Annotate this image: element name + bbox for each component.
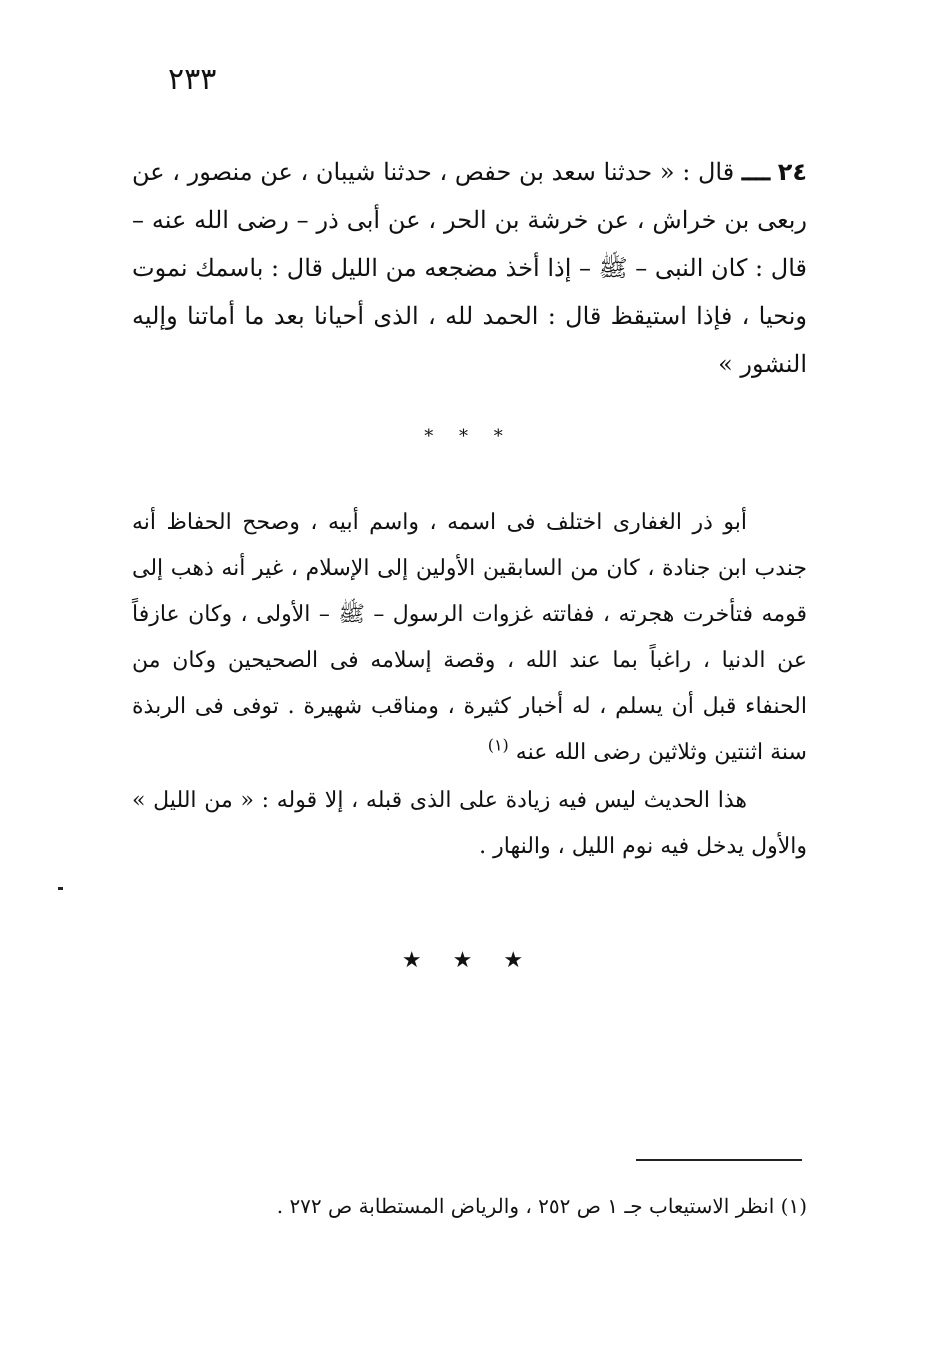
commentary-paragraph bbox=[132, 778, 807, 870]
hadith-text: قال : « حدثنا سعد بن حفص ، حدثنا شيبان ، عن منصور ، عن ربعى بن خراش ، عن خرشة بن الحر ، عن أبى ذر – رضى الله عنه – قال : كان النبى – ﷺ – إذا أخذ مضجعه من الليل قال : باسمك نموت ونحيا ، فإذا استيقظ قال : الحمد لله ، الذى أحيانا بعد ما أماتنا وإليه النشور » bbox=[132, 158, 807, 378]
hadith-paragraph bbox=[132, 148, 807, 388]
page-number: ٢٣٣ bbox=[168, 62, 217, 97]
margin-mark bbox=[58, 887, 63, 890]
footnote: (١) انظر الاستيعاب جـ ١ ص ٢٥٢ ، والرياض المستطابة ص ٢٧٢ . bbox=[276, 1194, 807, 1218]
footnote-reference: (١) bbox=[487, 735, 509, 755]
biography-text: أبو ذر الغفارى اختلف فى اسمه ، واسم أبيه ، وصحح الحفاظ أنه جندب ابن جنادة ، كان من السابقين الأولين إلى الإسلام ، غير أنه ذهب إلى قومه فتأخرت هجرته ، ففاتته غزوات الرسول – ﷺ – الأولى ، وكان عازفاً عن الدنيا ، راغباً بما عند الله ، وقصة إسلامه فى الصحيحين وكان من الحنفاء قبل أن يسلم ، له أخبار كثيرة ، ومناقب شهيرة . توفى فى الربذة سنة اثنتين وثلاثين رضى الله عنه bbox=[132, 510, 807, 765]
section-separator-stars: ★ ★ ★ bbox=[401, 948, 536, 973]
section-separator-asterisks: * * * bbox=[424, 426, 513, 447]
biography-paragraph bbox=[132, 500, 807, 776]
footnote-divider bbox=[636, 1159, 802, 1161]
hadith-dash: ــــ bbox=[741, 157, 771, 186]
commentary-text: هذا الحديث ليس فيه زيادة على الذى قبله ، إلا قوله : « من الليل » والأول يدخل فيه نوم الليل ، والنهار . bbox=[132, 788, 807, 859]
hadith-number: ٢٤ bbox=[777, 158, 808, 186]
